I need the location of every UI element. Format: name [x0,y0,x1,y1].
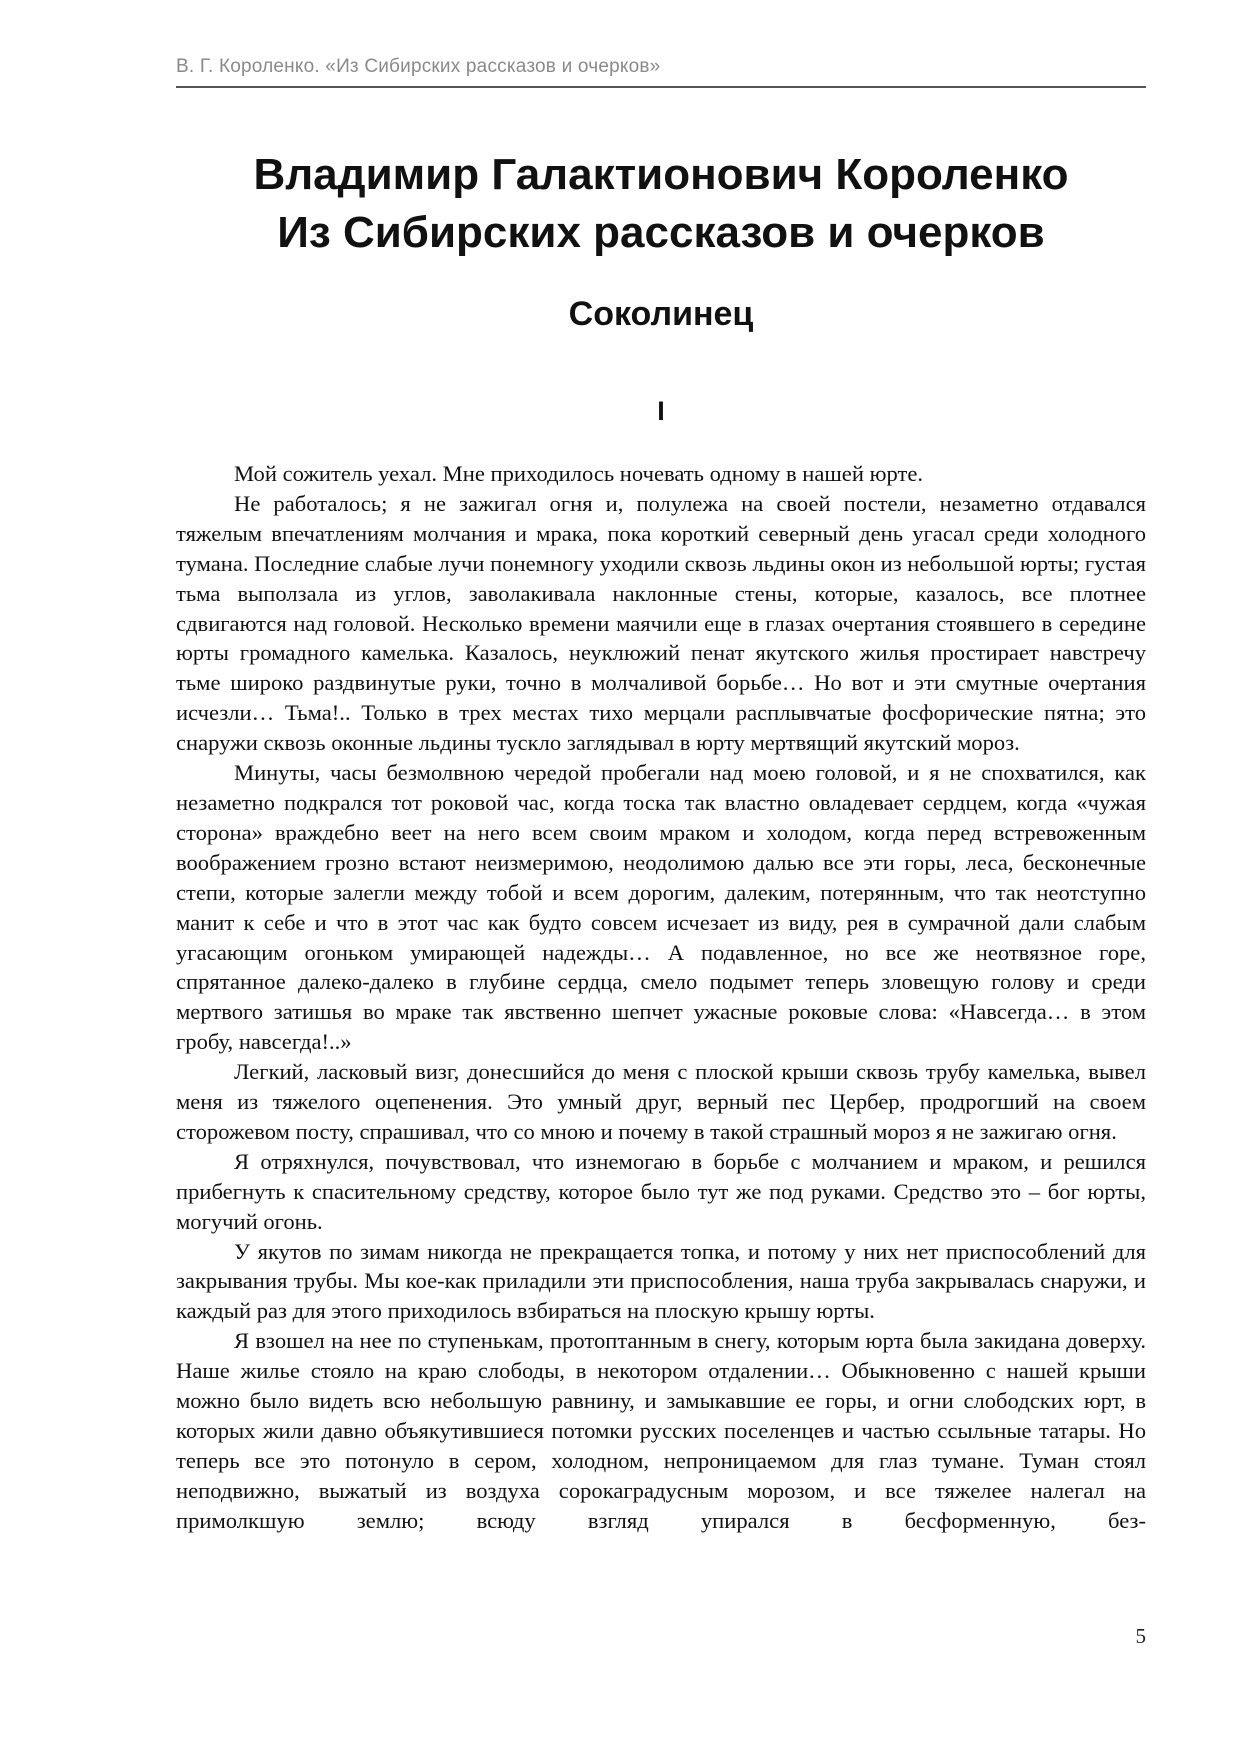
running-header: В. Г. Короленко. «Из Сибирских рассказов и очерков» [176,56,661,77]
chapter-number: I [657,396,665,426]
story-title: Соколинец [568,295,754,333]
author-name: Владимир Галактионович Короленко [253,150,1069,199]
paragraph: Легкий, ласковый визг, донесшийся до меня с плоской крыши сквозь трубу камелька, вывел меня из тяжелого оцепенения. Это умный друг, верный пес Цербер, продрогший на своем сторожевом посту, спрашивал, что со мною и почему в такой страшный мороз я не зажигаю огня. [176,1059,1146,1144]
collection-title: Из Сибирских рассказов и очерков [277,208,1045,257]
page-number: 5 [1135,1624,1146,1648]
paragraph: Я отряхнулся, почувствовал, что изнемогаю в борьбе с молчанием и мраком, и решился прибегнуть к спасительному средству, которое было тут же под руками. Средство это – бог юрты, могучий огонь. [176,1148,1146,1234]
paragraph: Не работалось; я не зажигал огня и, полулежа на своей постели, незаметно отдавался тяжелым впечатлениям молчания и мрака, пока короткий северный день угасал среди холодного тумана. Последние слабые лучи понемногу уходили сквозь льдины окон из небольшой юрты; густая тьма выползала из углов, заволакивала наклонные стены, которые, казалось, все плотнее сдвигаются над головой. Несколько времени маячили еще в глазах очертания стоявшего в середине юрты громадного камелька. Казалось, неуклюжий пенат якутского жилья простирает навстречу тьме широко раздвинутые руки, точно в молчаливой борьбе… Но вот и эти смутные очертания исчезли… Тьма!.. Только в трех местах тихо мерцали расплывчатые фосфорические пятна; это снаружи сквозь оконные льдины тускло заглядывал в юрту мертвящий якутский мороз. [176,490,1146,756]
body-text [176,459,1146,1536]
paragraph: Минуты, часы безмолвною чередой пробегали над моею головой, и я не спохватился, как незаметно подкрался тот роковой час, когда тоска так властно овладевает сердцем, когда «чужая сторона» враждебно веет на него всем своим мраком и холодом, когда перед встревоженным воображением грозно встают неизмеримою, неодолимою далью все эти горы, леса, бесконечные степи, которые залегли между тобой и всем дорогим, далеким, потерянным, что так неотступно манит к себе и что в этот час как будто совсем исчезает из виду, рея в сумрачной дали слабым угасающим огоньком умирающей надежды… А подавленное, но все же неотвязное горе, спрятанное далеко-далеко в глубине сердца, смело подымет теперь зловещую голову и среди мертвого затишья во мраке так явственно шепчет ужасные роковые слова: «Навсегда… в этом гробу, навсегда!..» [176,760,1146,1055]
book-title [176,146,1146,262]
paragraph: У якутов по зимам никогда не прекращается топка, и потому у них нет приспособлений для закрывания трубы. Мы кое-как приладили эти приспособления, наша труба закрывалась снаружи, и каждый раз для этого приходилось взбираться на плоскую крышу юрты. [176,1238,1146,1324]
paragraph: Я взошел на нее по ступенькам, протоптанным в снегу, которым юрта была закидана доверху. Наше жилье стояло на краю слободы, в некотором отдалении… Обыкновенно с нашей крыши можно было видеть всю небольшую равнину, и замыкавшие ее горы, и огни слободских юрт, в которых жили давно объякутившиеся потомки русских поселенцев и частью ссыльные татары. Но теперь все это потонуло в сером, холодном, непроницаемом для глаз тумане. Туман стоял неподвижно, выжатый из воздуха сорокаградусным морозом, и все тяжелее налегал на примолкшую землю; всюду взгляд упирался в бесформенную, без- [176,1328,1146,1533]
header-rule [176,86,1146,88]
paragraph: Мой сожитель уехал. Мне приходилось ночевать одному в нашей юрте. [234,461,924,486]
